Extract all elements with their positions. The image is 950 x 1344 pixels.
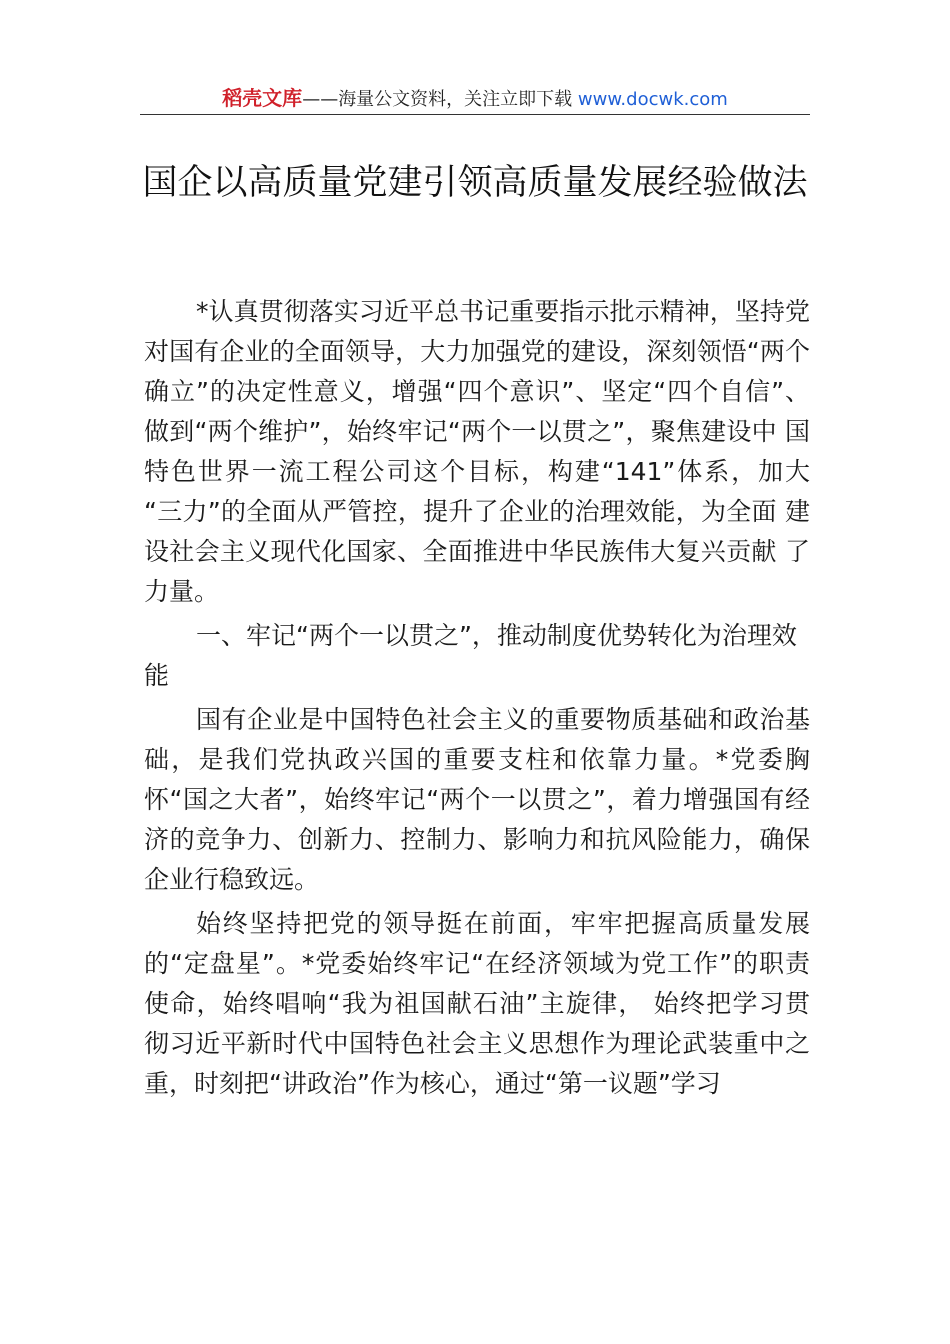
header-divider (140, 114, 810, 115)
document-body (144, 292, 810, 1108)
header-tagline: ——海量公文资料，关注立即下载 (302, 89, 578, 110)
document-header (140, 84, 810, 112)
brand-name: 稻壳文库 (222, 86, 303, 110)
site-link[interactable]: www.docwk.com (577, 89, 728, 110)
document-title: 国企以高质量党建引领高质量发展经验做法 (142, 163, 808, 203)
paragraph-body: 国有企业是中国特色社会主义的重要物质基础和政治基础，是我们党执政兴国的重要支柱和依靠力量。*党委胸怀“国之大者”，始终牢记“两个一以贯之”，着力增强国有经 济的竞争力、创新力、控制力、影响力和抗风险能力，确保企业行稳致远。 (144, 705, 810, 894)
section-heading: 一、牢记“两个一以贯之”，推动制度优势转化为治理效能 (144, 621, 797, 690)
paragraph-body: 始终坚持把党的领导挺在前面，牢牢把握高质量发展的“定盘星”。*党委始终牢记“在经济领域为党工作”的职责 使命，始终唱响“我为祖国献石油”主旋律， 始终把学习贯 彻习近平新时代中国特色社会主义思想作为理论武装重中之重，时刻把“讲政治”作为核心，通过“第一议题”学习 (144, 909, 810, 1098)
paragraph-intro: *认真贯彻落实习近平总书记重要指示批示精神，坚持党对国有企业的全面领导，大力加强党的建设，深刻领悟“两个确立”的决定性意义，增强“四个意识”、坚定“四个自信”、 做到“两个维护”，始终牢记“两个一以贯之”，聚焦建设中 国特色世界一流工程公司这个目标，构建“141”体系，加大 “三力”的全面从严管控，提升了企业的治理效能，为全面 建设社会主义现代化国家、全面推进中华民族伟大复兴贡献 了力量。 (144, 297, 810, 606)
